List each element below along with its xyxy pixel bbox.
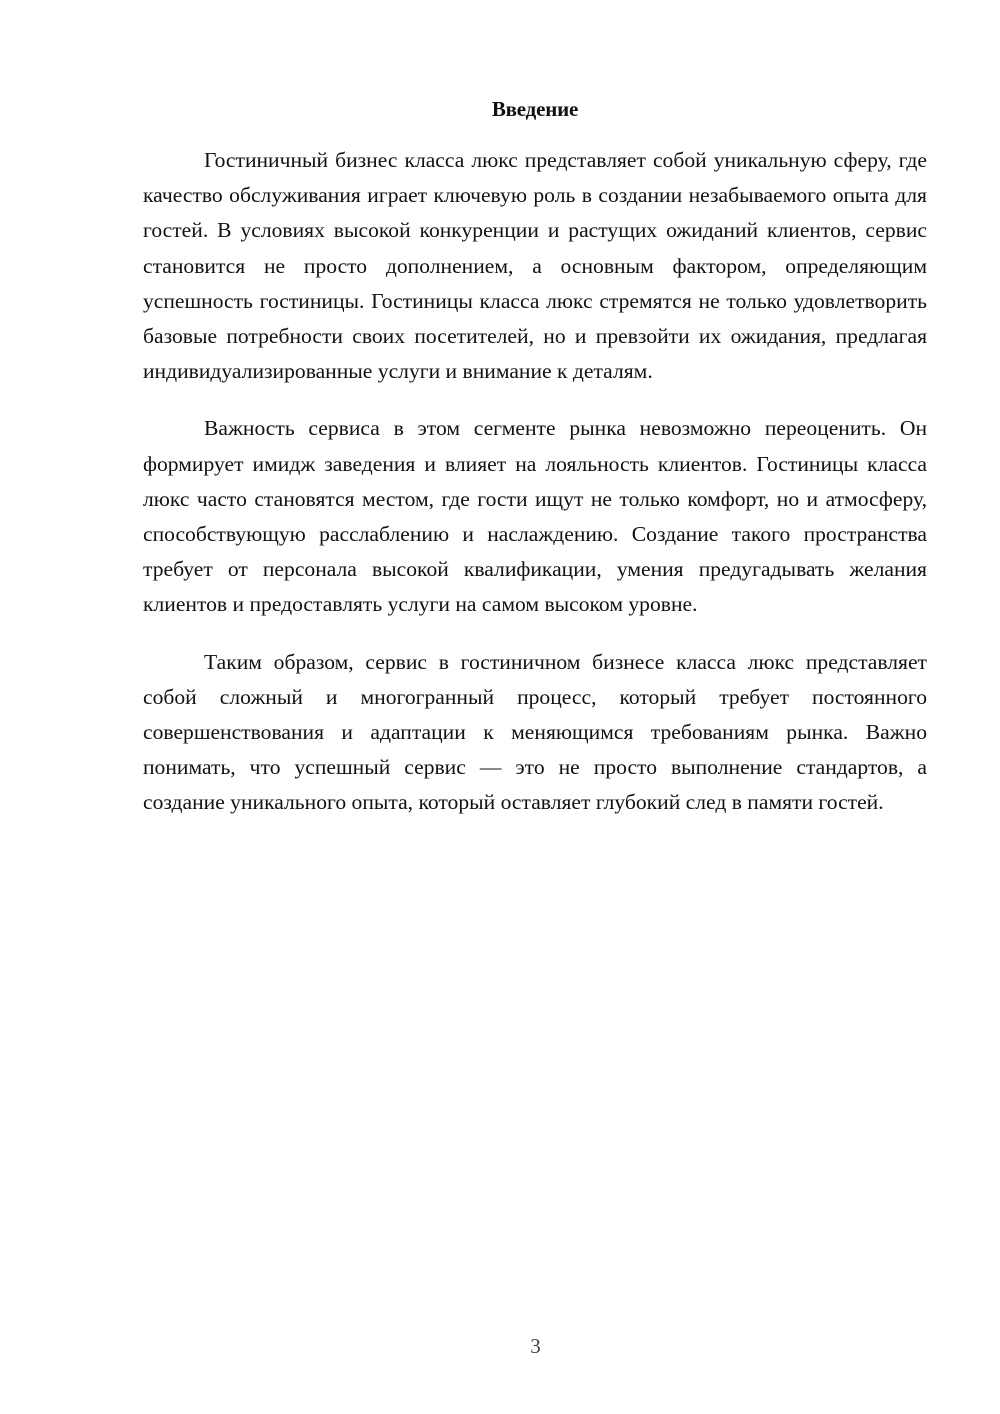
intro-paragraph-3: Таким образом, сервис в гостиничном бизнесе класса люкс представляет собой сложный и многогранный процесс, который требует постоянного совершенствования и адаптации к меняющимся требованиям рынка. Важно понимать, что успешный сервис — это не просто выполнение стандартов, а создание уникального опыта, который оставляет глубокий след в памяти гостей. bbox=[143, 649, 927, 815]
page-content bbox=[143, 94, 927, 843]
page-number: 3 bbox=[530, 1334, 541, 1358]
intro-paragraph-1: Гостиничный бизнес класса люкс представляет собой уникальную сферу, где качество обслуживания играет ключевую роль в создании незабываемого опыта для гостей. В условиях высокой конкуренции и растущих ожиданий клиентов, сервис становится не просто дополнением, а основным фактором, определяющим успешность гостиницы. Гостиницы класса люкс стремятся не только удовлетворить базовые потребности своих посетителей, но и превзойти их ожидания, предлагая индивидуализированные услуги и внимание к деталям. bbox=[143, 148, 927, 384]
intro-paragraph-2: Важность сервиса в этом сегменте рынка невозможно переоценить. Он формирует имидж заведения и влияет на лояльность клиентов. Гостиницы класса люкс часто становятся местом, где гости ищут не только комфорт, но и атмосферу, способствующую расслаблению и наслаждению. Создание такого пространства требует от персонала высокой квалификации, умения предугадывать желания клиентов и предоставлять услуги на самом высоком уровне. bbox=[143, 416, 927, 617]
page-title: Введение bbox=[491, 97, 579, 121]
